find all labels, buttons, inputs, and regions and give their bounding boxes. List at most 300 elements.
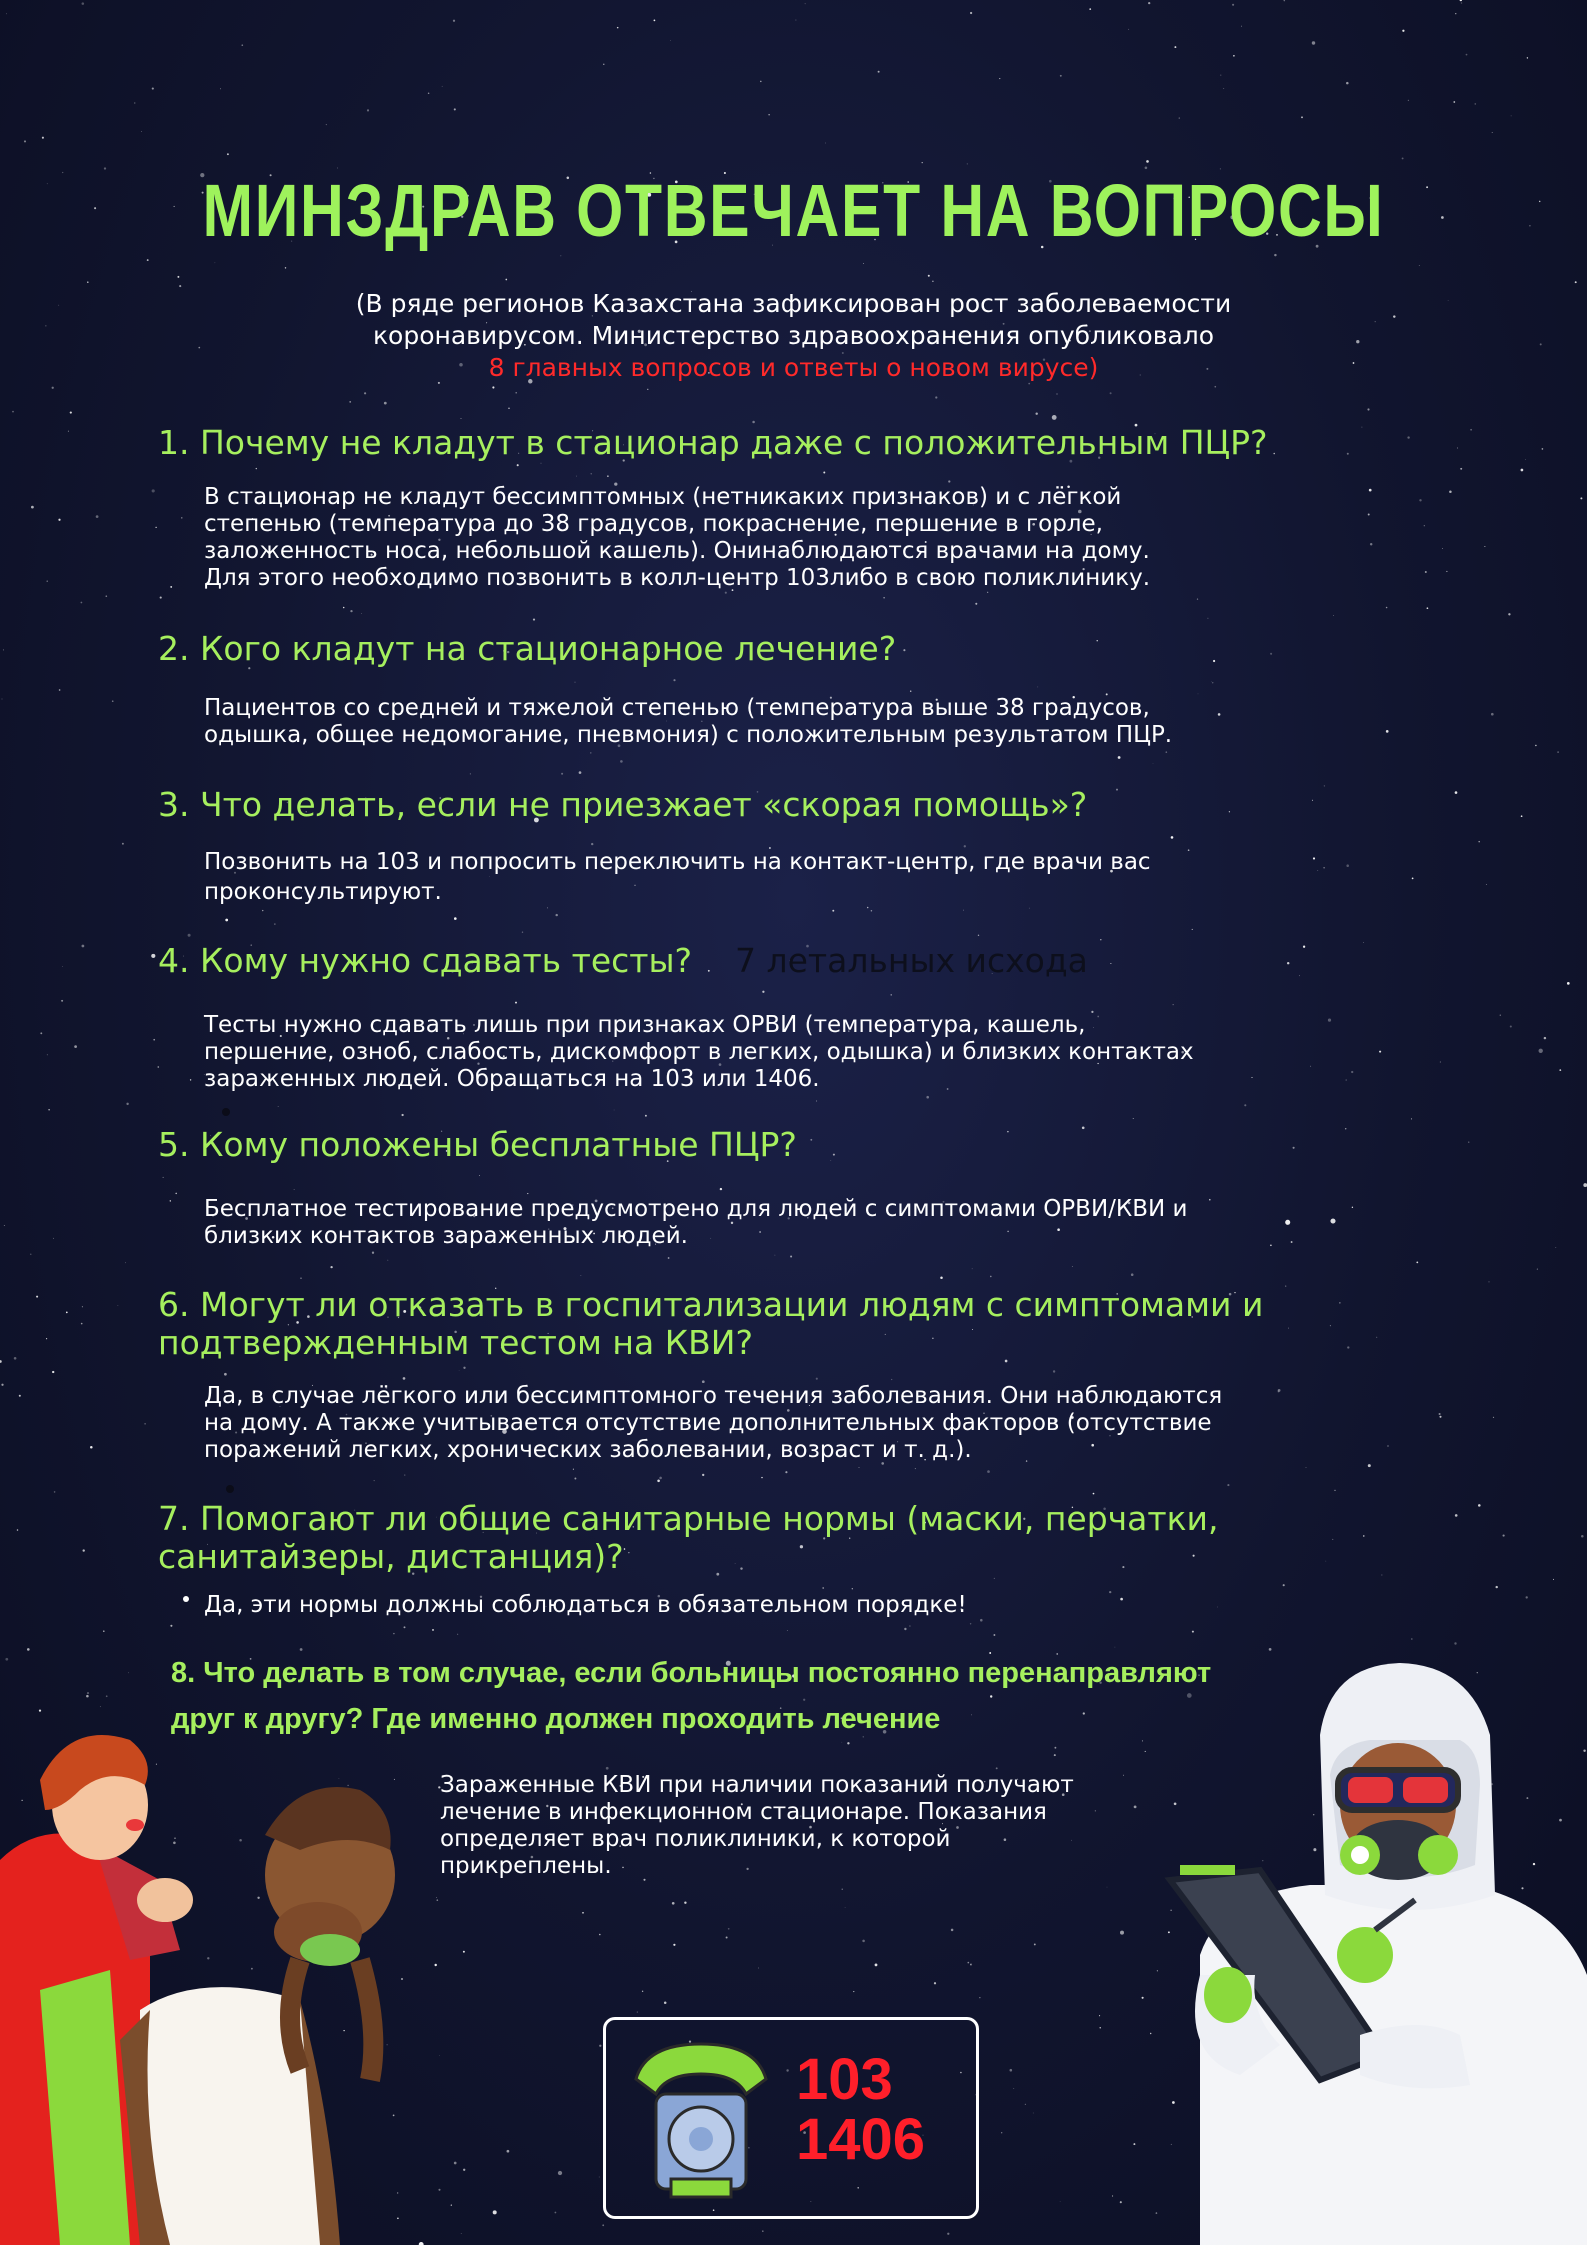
star: [1146, 160, 1149, 163]
star: [599, 1934, 601, 1936]
star: [1557, 751, 1559, 753]
star: [582, 1912, 584, 1914]
star: [862, 1940, 865, 1943]
star: [118, 1305, 119, 1306]
stray-overlay-text: 7 летальных исхода: [735, 941, 1088, 980]
star: [859, 1467, 860, 1468]
question-2: 2. Кого кладут на стационарное лечение?: [158, 629, 897, 668]
star: [979, 1997, 980, 1998]
star: [547, 907, 548, 908]
star: [972, 1268, 973, 1269]
star: [224, 1373, 227, 1376]
star: [762, 991, 764, 993]
star: [461, 418, 462, 419]
answer-1: [204, 484, 1354, 592]
star: [647, 389, 648, 390]
star: [87, 281, 88, 282]
star: [762, 2230, 764, 2232]
star: [1492, 132, 1493, 133]
star: [573, 1469, 574, 1470]
star: [637, 2012, 638, 2013]
star: [1537, 1269, 1538, 1270]
star: [59, 689, 61, 691]
star: [617, 27, 619, 29]
star: [602, 2224, 604, 2226]
star: [1542, 448, 1544, 450]
intro-line: (В ряде регионов Казахстана зафиксирован рост заболеваемости: [355, 289, 1232, 318]
star: [1333, 615, 1334, 616]
star: [948, 480, 950, 482]
star: [1334, 1490, 1335, 1491]
star: [454, 2162, 457, 2165]
star: [1118, 756, 1121, 759]
star: [1179, 117, 1180, 118]
star: [393, 1633, 394, 1634]
star: [157, 1066, 159, 1068]
question-5: 5. Кому положены бесплатные ПЦР?: [158, 1125, 797, 1164]
star: [437, 1899, 439, 1901]
hotline-number-2: 1406: [796, 2107, 926, 2172]
star: [141, 131, 142, 132]
star: [1460, 468, 1462, 470]
star: [1312, 41, 1315, 44]
star: [1110, 392, 1112, 394]
star: [932, 281, 933, 282]
star: [1306, 1467, 1307, 1468]
intro-text: [0, 288, 1587, 384]
star: [805, 3, 806, 4]
star: [438, 2189, 440, 2191]
answer-7: [204, 1592, 1354, 1619]
star: [1544, 1037, 1546, 1039]
star: [87, 1692, 89, 1694]
star: [52, 1371, 54, 1373]
star: [1035, 412, 1037, 414]
star: [642, 1991, 643, 1992]
star: [1089, 8, 1091, 10]
star: [1511, 116, 1512, 117]
star: [1274, 254, 1276, 256]
question-line: 6. Могут ли отказать в госпитализации людям с симптомами и: [158, 1285, 1264, 1324]
star: [1386, 730, 1389, 733]
star: [0, 1360, 2, 1363]
star: [657, 1480, 660, 1483]
star: [1491, 713, 1494, 716]
star: [1072, 1266, 1073, 1267]
star: [262, 910, 263, 911]
star: [909, 1625, 911, 1627]
star: [947, 2233, 949, 2235]
star: [1128, 29, 1129, 30]
star: [508, 407, 510, 409]
star: [964, 845, 966, 847]
star: [1211, 681, 1212, 682]
telephone-icon: [626, 2034, 776, 2204]
star: [104, 167, 106, 169]
star: [170, 1200, 171, 1201]
star: [1559, 1069, 1561, 1071]
star: [439, 2055, 440, 2056]
star: [607, 475, 609, 477]
star: [96, 515, 99, 518]
star: [62, 966, 63, 967]
star: [428, 92, 430, 94]
star: [659, 1477, 662, 1480]
star: [47, 183, 48, 184]
star: [1241, 26, 1242, 27]
star: [1033, 2113, 1034, 2114]
question-line: подтвержденным тестом на КВИ?: [158, 1323, 753, 1362]
star: [684, 1901, 686, 1903]
star: [1037, 686, 1038, 687]
star: [1484, 546, 1485, 547]
star: [1107, 1887, 1108, 1888]
star: [785, 1471, 787, 1473]
star: [106, 595, 108, 597]
star: [86, 1695, 89, 1698]
star: [555, 2212, 557, 2214]
bullet-dot: [183, 1596, 189, 1602]
star: [1386, 607, 1388, 609]
star: [1439, 1416, 1441, 1418]
star: [1233, 55, 1235, 57]
star: [1539, 201, 1541, 203]
star: [1369, 489, 1372, 492]
star: [1455, 1514, 1458, 1517]
star: [1060, 75, 1062, 77]
star: [19, 1395, 21, 1397]
star: [1145, 1751, 1146, 1752]
star: [1580, 497, 1582, 499]
star: [1496, 1586, 1498, 1588]
star: [274, 924, 275, 925]
star: [112, 700, 114, 702]
star: [454, 108, 456, 110]
star: [1461, 2, 1462, 3]
star: [599, 2177, 600, 2178]
star: [48, 1109, 49, 1110]
star: [1583, 1183, 1587, 1187]
star: [404, 1475, 405, 1476]
star: [1368, 1464, 1371, 1467]
star: [3, 649, 4, 650]
star: [463, 2169, 465, 2171]
star: [1503, 1535, 1505, 1537]
answer-line: зараженных людей. Обращаться на 103 или 1406.: [204, 1066, 820, 1092]
star: [404, 1626, 406, 1628]
star: [27, 1648, 30, 1651]
star: [58, 519, 60, 521]
star: [61, 1000, 63, 1002]
star: [103, 1630, 105, 1632]
star: [326, 124, 327, 125]
question-4: 4. Кому нужно сдавать тесты?: [158, 941, 693, 980]
star: [1010, 2069, 1013, 2072]
star: [155, 527, 156, 528]
star: [1411, 1638, 1413, 1640]
star: [152, 88, 154, 90]
star: [1402, 157, 1404, 159]
star: [673, 1944, 675, 1946]
star: [1054, 1754, 1056, 1756]
star: [1527, 57, 1528, 58]
star: [758, 1968, 759, 1969]
star: [527, 1193, 528, 1194]
star: [285, 267, 286, 268]
star: [505, 279, 507, 281]
star: [53, 1238, 54, 1239]
star: [980, 1619, 983, 1622]
star: [1412, 878, 1414, 880]
star: [940, 1276, 943, 1279]
answer-line: Для этого необходимо позвонить в колл-центр 103либо в свою поликлинику.: [204, 565, 1151, 591]
star: [1455, 791, 1458, 794]
star: [606, 1767, 609, 1770]
star: [82, 945, 85, 948]
star: [720, 1188, 722, 1190]
star: [822, 1587, 824, 1589]
star: [122, 843, 124, 845]
star: [1133, 1118, 1134, 1119]
star: [967, 163, 968, 164]
star: [1192, 1631, 1194, 1633]
star: [367, 109, 369, 111]
star: [993, 1634, 995, 1636]
answer-line: на дому. А также учитывается отсутствие дополнительных факторов (отсутствие: [204, 1410, 1212, 1436]
star: [1166, 751, 1168, 753]
star: [1156, 2212, 1158, 2214]
star: [522, 932, 523, 933]
star: [1478, 1504, 1481, 1507]
question-1: 1. Почему не кладут в стационар даже с положительным ПЦР?: [158, 423, 1268, 462]
star: [816, 1378, 818, 1380]
star: [1197, 599, 1198, 600]
star: [1521, 469, 1524, 472]
star: [825, 143, 826, 144]
star: [832, 910, 834, 912]
star: [225, 919, 228, 922]
star: [442, 86, 443, 87]
star: [1099, 2015, 1100, 2016]
star: [374, 1480, 375, 1481]
star: [702, 1474, 704, 1476]
answer-line: степенью (температура до 38 градусов, покраснение, першение в горле,: [204, 511, 1103, 537]
question-line: друг к другу? Где именно должен проходить лечение: [171, 1703, 941, 1735]
star: [1131, 1273, 1134, 1276]
star: [364, 392, 366, 394]
star: [106, 1695, 108, 1697]
star: [1440, 1061, 1441, 1062]
star: [36, 1296, 38, 1298]
star: [470, 773, 471, 774]
star: [2, 699, 3, 700]
star: [1367, 408, 1369, 410]
star: [1148, 2, 1150, 4]
star: [14, 1357, 17, 1360]
star: [1173, 1004, 1174, 1005]
star: [1539, 1049, 1543, 1053]
star: [492, 386, 494, 388]
star: [994, 1578, 995, 1579]
question-line: санитайзеры, дистанция)?: [158, 1537, 624, 1576]
star: [668, 1257, 670, 1259]
star: [81, 602, 83, 604]
star: [968, 1962, 970, 1964]
star: [590, 752, 591, 753]
star: [614, 1110, 615, 1111]
sick-people-illustration: [0, 1710, 400, 2245]
star: [175, 1193, 177, 1195]
star: [1535, 745, 1536, 746]
star: [153, 1039, 155, 1041]
star: [1408, 100, 1409, 101]
star: [220, 88, 221, 89]
star: [1171, 836, 1174, 839]
star: [1001, 2132, 1002, 2133]
star: [42, 137, 44, 139]
answer-line: одышка, общее недомогание, пневмония) с положительным результатом ПЦР.: [204, 722, 1173, 748]
answer-line: Бесплатное тестирование предусмотрено для людей с симптомами ОРВИ/КВИ и: [204, 1196, 1188, 1222]
star: [1192, 929, 1193, 930]
star: [1100, 939, 1101, 940]
star: [987, 1470, 990, 1473]
star: [1301, 116, 1303, 118]
star: [432, 1629, 434, 1631]
star: [1013, 2088, 1014, 2089]
star: [1284, 0, 1285, 1]
star: [1370, 543, 1372, 545]
star: [215, 262, 216, 263]
star: [5, 1658, 8, 1661]
star: [1510, 1025, 1512, 1027]
star: [1427, 607, 1429, 609]
star: [170, 586, 172, 588]
star: [845, 1907, 846, 1908]
answer-line: близких контактов зараженных людей.: [204, 1223, 688, 1249]
star: [453, 20, 455, 22]
star: [591, 843, 593, 845]
star: [576, 476, 577, 477]
star: [52, 387, 54, 389]
star: [963, 910, 964, 911]
answer-line: В стационар не кладут бессимптомных (нетникаких признаков) и с лёгкой: [204, 484, 1122, 510]
star: [188, 934, 191, 937]
star: [1555, 1247, 1556, 1248]
star: [515, 1002, 517, 1004]
star: [1529, 225, 1530, 226]
star: [1402, 30, 1404, 32]
star: [81, 1323, 83, 1325]
star: [541, 463, 542, 464]
star: [787, 1630, 788, 1631]
star: [1581, 1535, 1584, 1538]
star: [90, 1446, 93, 1449]
star: [1227, 1484, 1229, 1486]
star: [24, 140, 26, 142]
hotline-box: [603, 2017, 979, 2219]
star: [1214, 386, 1216, 388]
star: [1379, 1051, 1381, 1053]
star: [1500, 1015, 1501, 1016]
star: [1153, 763, 1154, 764]
star: [128, 1672, 129, 1673]
star: [241, 44, 243, 46]
star: [1446, 571, 1447, 572]
star: [401, 1114, 403, 1116]
star: [726, 1937, 728, 1939]
star: [875, 1964, 878, 1967]
star: [935, 396, 937, 398]
star: [1453, 101, 1455, 103]
star: [1567, 982, 1570, 985]
star: [350, 610, 352, 612]
star: [999, 78, 1000, 79]
star: [654, 20, 656, 22]
star: [951, 1929, 954, 1932]
star: [152, 489, 155, 492]
star: [1508, 613, 1510, 615]
star: [294, 1189, 295, 1190]
star: [761, 1477, 762, 1478]
star: [454, 917, 457, 920]
star: [1100, 2027, 1101, 2028]
star: [904, 1628, 906, 1630]
page-title: МИНЗДРАВ ОТВЕЧАЕТ НА ВОПРОСЫ: [202, 169, 1385, 252]
star: [463, 1367, 465, 1369]
question-7: [158, 1500, 1418, 1576]
star: [970, 1963, 972, 1965]
star: [1419, 499, 1421, 501]
star: [517, 464, 519, 466]
star: [1283, 1584, 1285, 1586]
star: [1460, 0, 1462, 1]
star: [387, 1260, 388, 1261]
star: [1486, 884, 1487, 885]
star: [100, 1706, 101, 1707]
star: [842, 1889, 843, 1890]
star: [591, 473, 592, 474]
star: [533, 619, 535, 621]
star: [1, 1384, 3, 1386]
star: [1419, 265, 1420, 266]
star: [768, 114, 769, 115]
star: [54, 1491, 56, 1493]
star: [970, 12, 972, 14]
star: [574, 1478, 576, 1480]
star: [934, 1982, 936, 1984]
star: [1052, 415, 1057, 420]
star: [46, 1338, 47, 1339]
star: [144, 1423, 146, 1425]
star: [17, 1529, 19, 1531]
star: [66, 1312, 68, 1314]
bullet-dot: [222, 1108, 230, 1116]
star: [891, 1379, 892, 1380]
star: [1368, 514, 1370, 516]
star: [1457, 448, 1458, 449]
star: [560, 255, 561, 256]
star: [40, 1032, 42, 1034]
star: [1454, 1642, 1456, 1644]
question-3: 3. Что делать, если не приезжает «скорая помощь»?: [158, 785, 1088, 824]
answer-line: определяет врач поликлиники, к которой: [440, 1826, 951, 1852]
star: [459, 1370, 460, 1371]
answer-line: проконсультируют.: [204, 879, 442, 905]
star: [1114, 1647, 1115, 1648]
answer-4: [204, 1012, 1354, 1093]
star: [401, 1978, 403, 1980]
star: [996, 1767, 998, 1769]
